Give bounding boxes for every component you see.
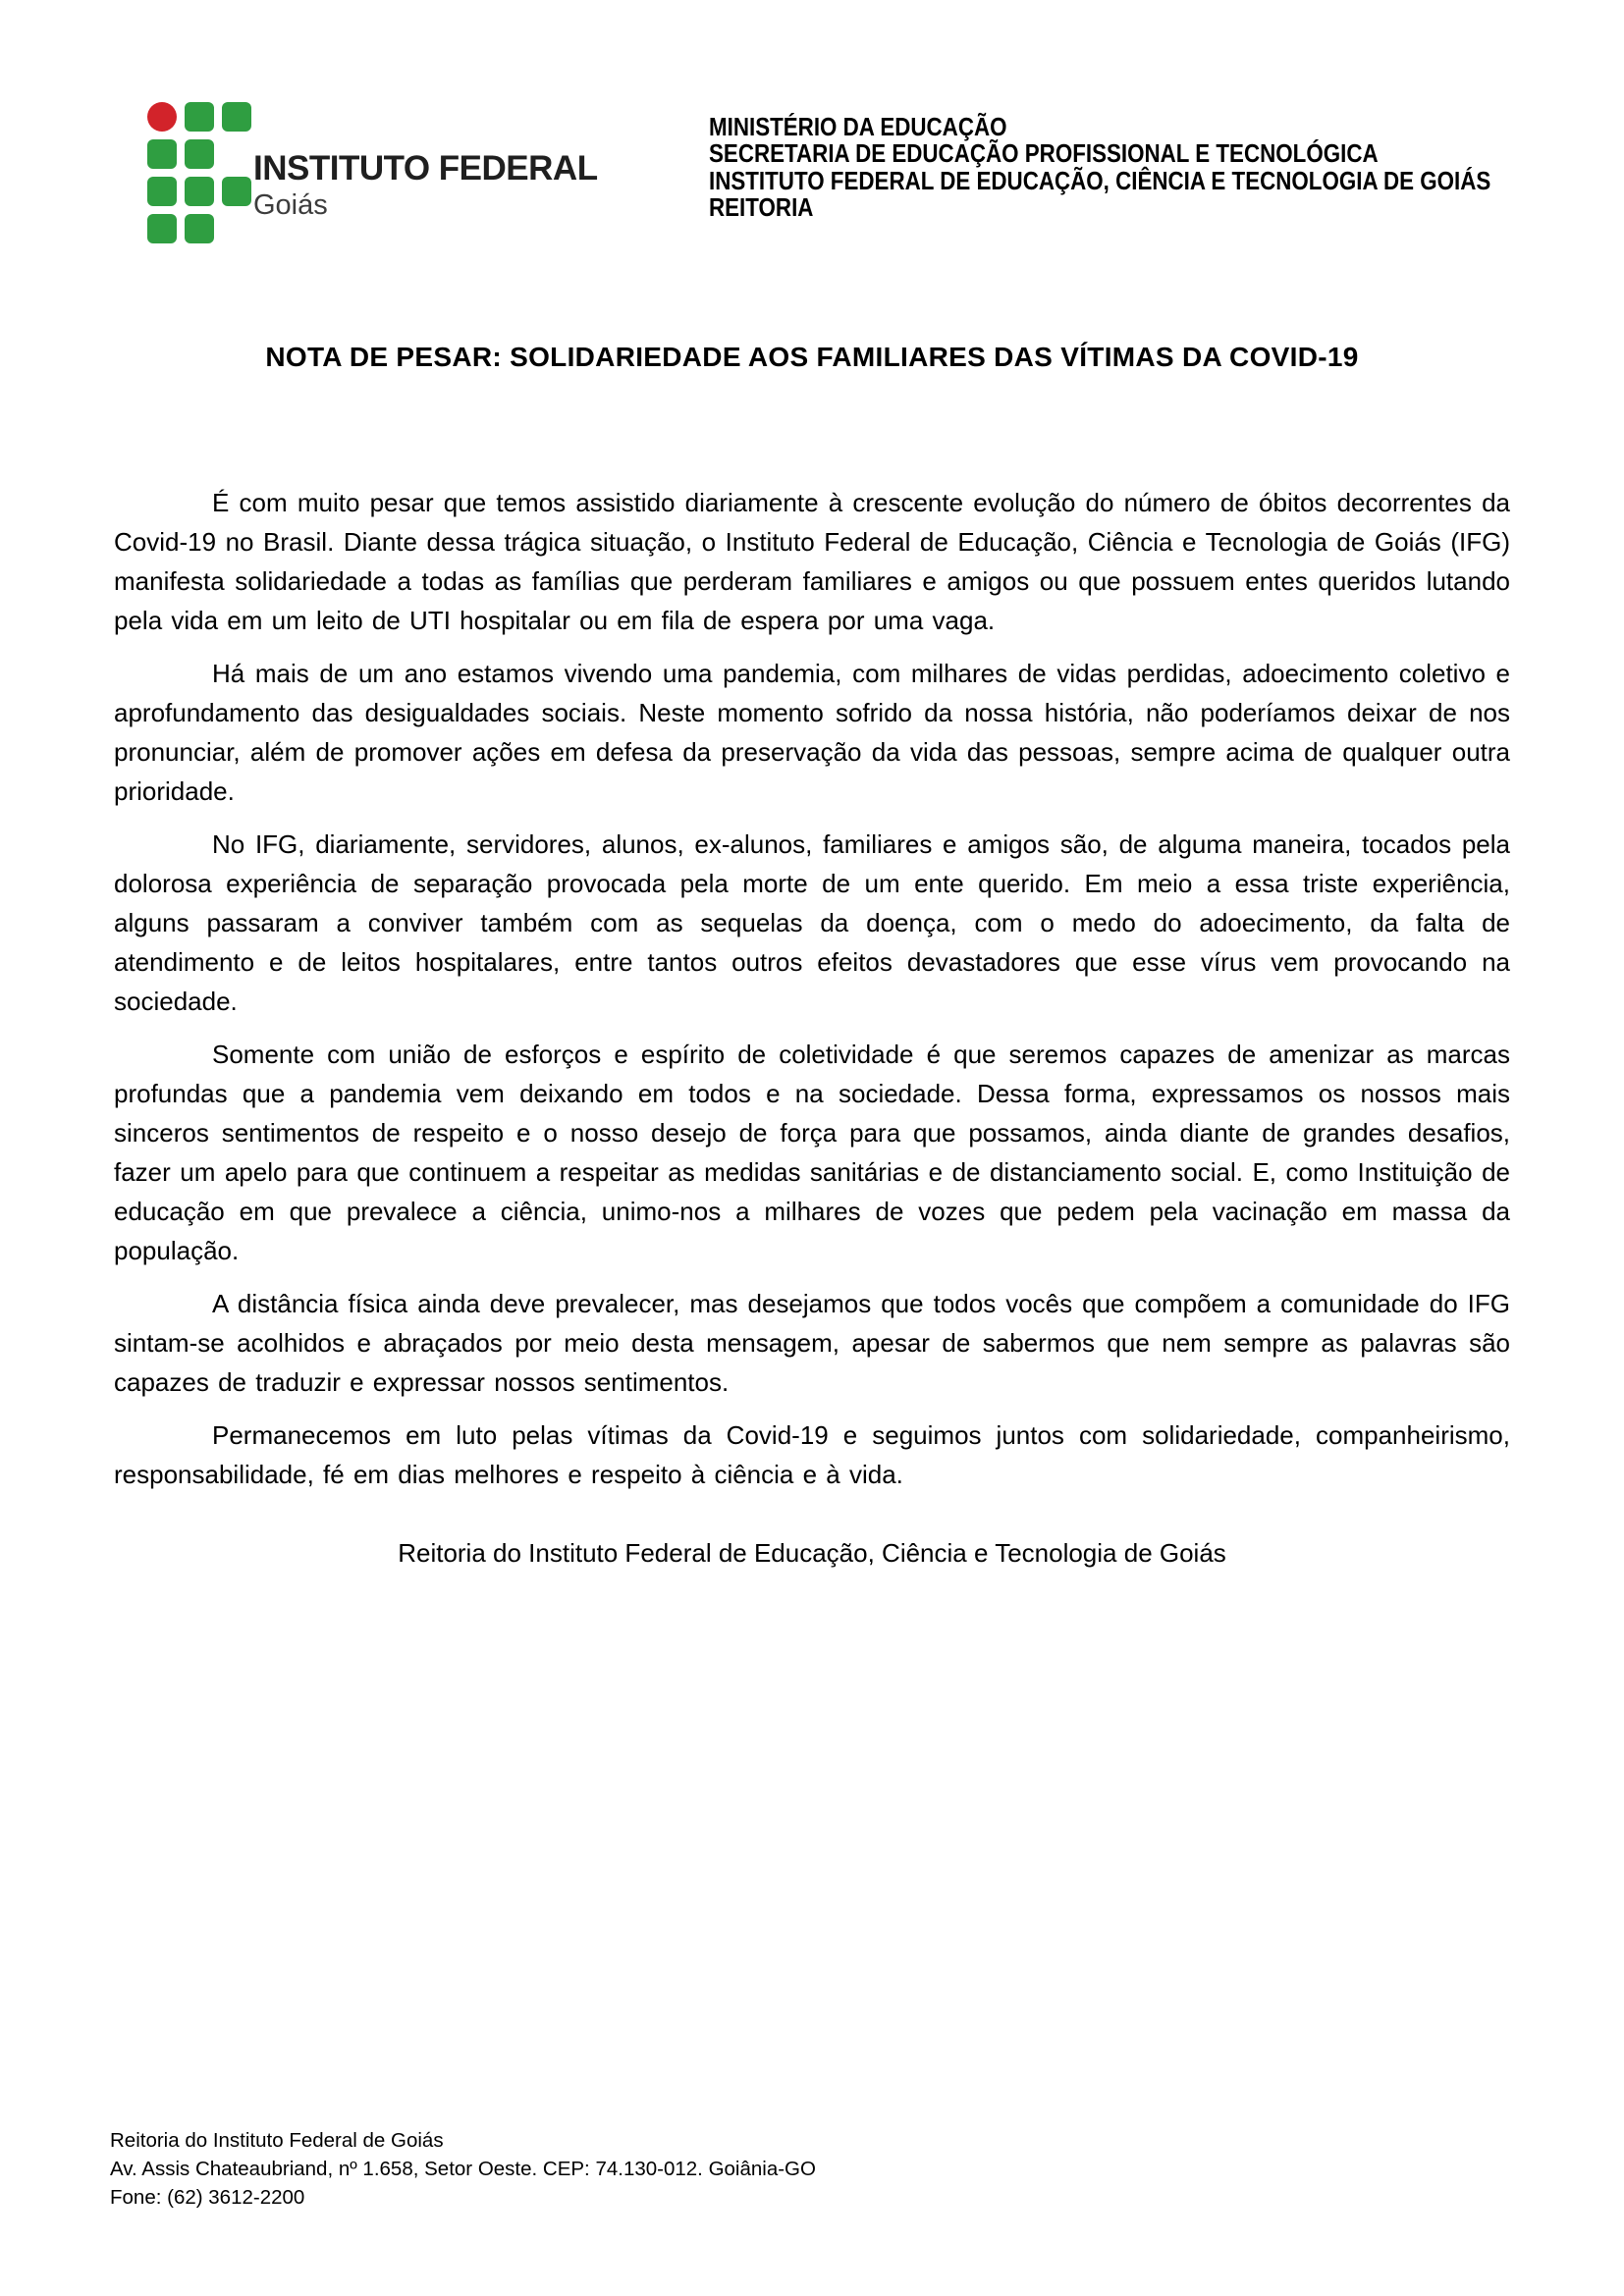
ifg-logo-wordmark [253, 150, 598, 221]
body-paragraph: Permanecemos em luto pelas vítimas da Covid-19 e seguimos juntos com solidariedade, companheirismo, responsabilidade, fé em dias melhores e respeito à ciência e à vida. [114, 1420, 1510, 1489]
logo-grid-square [147, 214, 177, 243]
footer-org-line: Reitoria do Instituto Federal de Goiás [110, 2129, 444, 2152]
body-paragraph: Há mais de um ano estamos vivendo uma pandemia, com milhares de vidas perdidas, adoecimento coletivo e aprofundamento das desigualdades sociais. Neste momento sofrido da nossa história, não poderíamos deixar de nos pronunciar, além de promover ações em defesa da preservação da vida das pessoas, sempre acima de qualquer outra prioridade. [114, 659, 1510, 806]
org-header-line: REITORIA [709, 192, 814, 223]
org-header-block [709, 114, 1490, 222]
body-paragraph: Somente com união de esforços e espírito de coletividade é que seremos capazes de amenizar as marcas profundas que a pandemia vem deixando em todos e na sociedade. Dessa forma, expressamos os nossos mais sinceros sentimentos de respeito e o nosso desejo de força para que possamos, ainda diante de grandes desafios, fazer um apelo para que continuem a respeitar as medidas sanitárias e de distanciamento social. E, como Instituição de educação em que prevalece a ciência, unimo-nos a milhares de vozes que pedem pela vacinação em massa da população. [114, 1040, 1510, 1265]
logo-grid-dot [147, 102, 177, 132]
document-body [114, 483, 1510, 1586]
body-paragraph: A distância física ainda deve prevalecer, mas desejamos que todos vocês que compõem a comunidade do IFG sintam-se acolhidos e abraçados por meio desta mensagem, apesar de sabermos que nem sempre as palavras são capazes de traduzir e expressar nossos sentimentos. [114, 1289, 1510, 1397]
logo-grid-square [222, 177, 251, 206]
logo-grid-square [185, 139, 214, 169]
document-footer [110, 2126, 816, 2212]
logo-grid-square [185, 177, 214, 206]
logo-grid-square [147, 139, 177, 169]
footer-address-line: Av. Assis Chateaubriand, nº 1.658, Setor Oeste. CEP: 74.130-012. Goiânia-GO [110, 2158, 816, 2180]
body-paragraph: É com muito pesar que temos assistido diariamente à crescente evolução do número de óbitos decorrentes da Covid-19 no Brasil. Diante dessa trágica situação, o Instituto Federal de Educação, Ciência e Tecnologia de Goiás (IFG) manifesta solidariedade a todas as famílias que perderam familiares e amigos ou que possuem entes queridos lutando pela vida em um leito de UTI hospitalar ou em fila de espera por uma vaga. [114, 488, 1510, 635]
org-header-line: MINISTÉRIO DA EDUCAÇÃO [709, 112, 1007, 141]
ifg-logo-icon [147, 102, 251, 243]
logo-grid-square [185, 214, 214, 243]
logo-region-name: Goiás [253, 189, 328, 221]
body-paragraph: No IFG, diariamente, servidores, alunos, ex-alunos, familiares e amigos são, de alguma maneira, tocados pela dolorosa experiência de separação provocada pela morte de um ente querido. Em meio a essa triste experiência, alguns passaram a conviver também com as sequelas da doença, com o medo do adoecimento, da falta de atendimento e de leitos hospitalares, entre tantos outros efeitos devastadores que esse vírus vem provocando na sociedade. [114, 829, 1510, 1016]
footer-phone-line: Fone: (62) 3612-2200 [110, 2186, 305, 2209]
logo-grid-square [147, 177, 177, 206]
logo-grid-square [222, 102, 251, 132]
signature-line: Reitoria do Instituto Federal de Educação, Ciência e Tecnologia de Goiás [398, 1538, 1226, 1568]
logo-brand-name: INSTITUTO FEDERAL [253, 149, 598, 187]
org-header-line: INSTITUTO FEDERAL DE EDUCAÇÃO, CIÊNCIA E TECNOLOGIA DE GOIÁS [709, 165, 1491, 195]
logo-grid-square [185, 102, 214, 132]
page-title: NOTA DE PESAR: SOLIDARIEDADE AOS FAMILIARES DAS VÍTIMAS DA COVID-19 [265, 342, 1359, 372]
org-header-line: SECRETARIA DE EDUCAÇÃO PROFISSIONAL E TECNOLÓGICA [709, 138, 1379, 169]
